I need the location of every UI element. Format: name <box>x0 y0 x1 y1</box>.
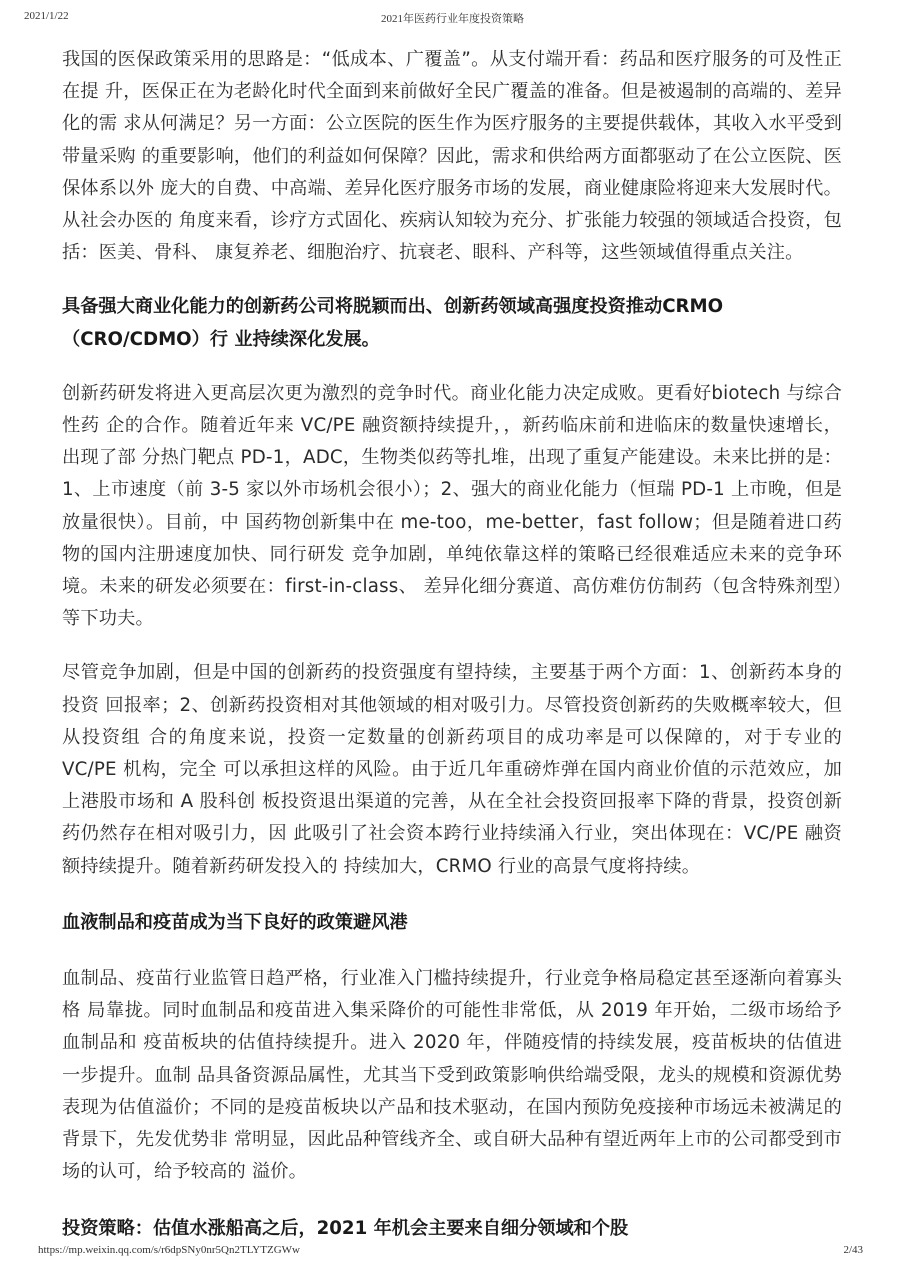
paragraph-investment-intensity: 尽管竞争加剧，但是中国的创新药的投资强度有望持续，主要基于两个方面：1、创新药本身的投资 回报率；2、创新药投资相对其他领域的相对吸引力。尽管投资创新药的失败概率较大，但从投资组 合的角度来说，投资一定数量的创新药项目的成功率是可以保障的，对于专业的 VC/PE 机构，完全 可以承担这样的风险。由于近几年重磅炸弹在国内商业价值的示范效应，加上港股市场和 A 股科创 板投资退出渠道的完善，从在全社会投资回报率下降的背景，投资创新药仍然存在相对吸引力，因 此吸引了社会资本跨行业持续涌入行业，突出体现在：VC/PE 融资额持续提升。随着新药研发投入的 持续加大，CRMO 行业的高景气度将持续。 <box>62 662 842 877</box>
paragraph-blood-products-vaccines: 血制品、疫苗行业监管日趋严格，行业准入门槛持续提升，行业竞争格局稳定甚至逐渐向着寡头格 局靠拢。同时血制品和疫苗进入集采降价的可能性非常低，从 2019 年开始，二级市场给予血制品和 疫苗板块的估值持续提升。进入 2020 年，伴随疫情的持续发展，疫苗板块的估值进一步提升。血制 品具备资源品属性，尤其当下受到政策影响供给端受限，龙头的规模和资源优势表现为估值溢价；不同的是疫苗板块以产品和技术驱动，在国内预防免疫接种市场远未被满足的背景下，先发优势非 常明显，因此品种管线齐全、或自研大品种有望近两年上市的公司都受到市场的认可，给予较高的 溢价。 <box>62 968 842 1183</box>
print-footer <box>0 1244 905 1260</box>
print-header <box>0 10 905 26</box>
source-url: https://mp.weixin.qq.com/s/r6dpSNy0nr5Qn2TLYTZGWw <box>38 1244 300 1256</box>
print-page-title: 2021年医药行业年度投资策略 <box>381 13 524 25</box>
paragraph-innovative-drug-rd: 创新药研发将进入更高层次更为激烈的竞争时代。商业化能力决定成败。更看好biotech 与综合性药 企的合作。随着近年来 VC/PE 融资额持续提升，，新药临床前和进临床的数量快速增长，出现了部 分热门靶点 PD-1，ADC，生物类似药等扎堆，出现了重复产能建设。未来比拼的是：1、上市速度（前 3-5 家以外市场机会很小）；2、强大的商业化能力（恒瑞 PD-1 上市晚，但是放量很快）。目前，中 国药物创新集中在 me-too，me-better，fast follow；但是随着进口药物的国内注册速度加快、同行研发 竞争加剧，单纯依靠这样的策略已经很难适应未来的竞争环境。未来的研发必须要在：first-in-class、 差异化细分赛道、高仿难仿仿制药（包含特殊剂型）等下功夫。 <box>62 382 842 630</box>
paragraph-medical-policy: 我国的医保政策采用的思路是：“低成本、广覆盖”。从支付端开看：药品和医疗服务的可及性正在提 升，医保正在为老龄化时代全面到来前做好全民广覆盖的准备。但是被遏制的高端的、差异化的需 求从何满足？另一方面：公立医院的医生作为医疗服务的主要提供载体，其收入水平受到带量采购 的重要影响，他们的利益如何保障？因此，需求和供给两方面都驱动了在公立医院、医保体系以外 庞大的自费、中高端、差异化医疗服务市场的发展，商业健康险将迎来大发展时代。从社会办医的 角度来看，诊疗方式固化、疾病认知较为充分、扩张能力较强的领域适合投资，包括：医美、骨科、 康复养老、细胞治疗、抗衰老、眼科、产科等，这些领域值得重点关注。 <box>62 49 842 264</box>
page-number: 2/43 <box>843 1244 863 1256</box>
section-heading-investment-strategy: 投资策略：估值水涨船高之后，2021 年机会主要来自细分领域和个股 <box>62 1217 629 1239</box>
section-heading-blood-products-vaccines: 血液制品和疫苗成为当下良好的政策避风港 <box>62 911 408 933</box>
article-body <box>62 44 842 1245</box>
print-date: 2021/1/22 <box>24 10 69 22</box>
section-heading-innovative-drugs: 具备强大商业化能力的创新药公司将脱颖而出、创新药领域高强度投资推动CRMO（CRO/CDMO）行 业持续深化发展。 <box>62 296 724 350</box>
